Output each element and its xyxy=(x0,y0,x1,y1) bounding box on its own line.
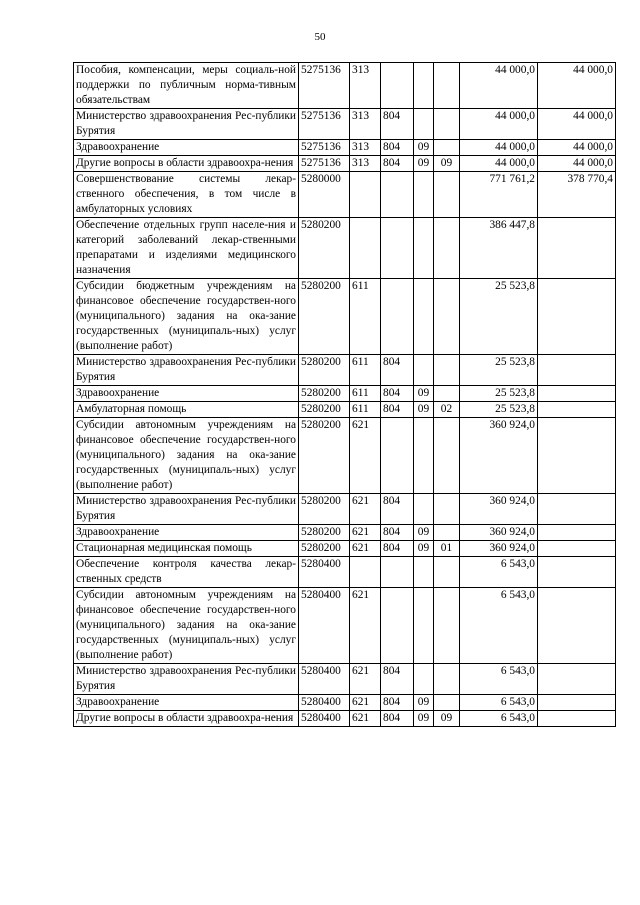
ministry-code-cell: 804 xyxy=(381,525,414,541)
amount-first-year-cell: 771 761,2 xyxy=(460,172,538,218)
amount-second-year-cell: 44 000,0 xyxy=(538,109,616,140)
amount-first-year-cell: 6 543,0 xyxy=(460,588,538,664)
amount-first-year-cell: 360 924,0 xyxy=(460,494,538,525)
section-code-cell xyxy=(414,418,434,494)
target-article-code-cell: 5280200 xyxy=(299,355,350,386)
ministry-code-cell: 804 xyxy=(381,156,414,172)
expense-type-cell: 621 xyxy=(350,494,381,525)
ministry-code-cell: 804 xyxy=(381,402,414,418)
amount-second-year-cell xyxy=(538,355,616,386)
amount-second-year-cell xyxy=(538,557,616,588)
amount-first-year-cell: 25 523,8 xyxy=(460,402,538,418)
table-row xyxy=(74,541,616,557)
subsection-code-cell xyxy=(434,494,460,525)
amount-second-year-cell xyxy=(538,279,616,355)
budget-table xyxy=(73,62,616,727)
section-code-cell: 09 xyxy=(414,156,434,172)
section-code-cell: 09 xyxy=(414,525,434,541)
expense-type-cell: 611 xyxy=(350,279,381,355)
target-article-code-cell: 5275136 xyxy=(299,109,350,140)
row-name-cell: Обеспечение отдельных групп населе-ния и категорий заболеваний лекар-ственными препаратами и изделиями медицинского назначения xyxy=(74,218,299,279)
expense-type-cell: 621 xyxy=(350,418,381,494)
row-name-cell: Здравоохранение xyxy=(74,525,299,541)
expense-type-cell xyxy=(350,172,381,218)
row-name-cell: Министерство здравоохранения Рес-публики Бурятия xyxy=(74,109,299,140)
section-code-cell: 09 xyxy=(414,695,434,711)
expense-type-cell: 611 xyxy=(350,386,381,402)
amount-second-year-cell: 44 000,0 xyxy=(538,63,616,109)
table-row xyxy=(74,711,616,727)
expense-type-cell: 621 xyxy=(350,711,381,727)
table-row xyxy=(74,402,616,418)
amount-first-year-cell: 44 000,0 xyxy=(460,140,538,156)
ministry-code-cell xyxy=(381,279,414,355)
ministry-code-cell: 804 xyxy=(381,140,414,156)
table-body xyxy=(74,63,616,727)
amount-second-year-cell: 378 770,4 xyxy=(538,172,616,218)
subsection-code-cell xyxy=(434,109,460,140)
section-code-cell xyxy=(414,664,434,695)
target-article-code-cell: 5280200 xyxy=(299,279,350,355)
subsection-code-cell xyxy=(434,279,460,355)
target-article-code-cell: 5280200 xyxy=(299,541,350,557)
ministry-code-cell: 804 xyxy=(381,664,414,695)
row-name-cell: Другие вопросы в области здравоохра-нения xyxy=(74,711,299,727)
subsection-code-cell xyxy=(434,418,460,494)
row-name-cell: Пособия, компенсации, меры социаль-ной поддержки по публичным норма-тивным обязательствам xyxy=(74,63,299,109)
section-code-cell xyxy=(414,588,434,664)
target-article-code-cell: 5275136 xyxy=(299,63,350,109)
table-row xyxy=(74,525,616,541)
ministry-code-cell: 804 xyxy=(381,711,414,727)
table-row xyxy=(74,557,616,588)
section-code-cell xyxy=(414,109,434,140)
amount-first-year-cell: 386 447,8 xyxy=(460,218,538,279)
subsection-code-cell xyxy=(434,695,460,711)
amount-first-year-cell: 6 543,0 xyxy=(460,711,538,727)
row-name-cell: Совершенствование системы лекар-ственного обеспечения, в том числе в амбулаторных условиях xyxy=(74,172,299,218)
table-row xyxy=(74,63,616,109)
ministry-code-cell xyxy=(381,588,414,664)
section-code-cell: 09 xyxy=(414,140,434,156)
amount-first-year-cell: 360 924,0 xyxy=(460,418,538,494)
target-article-code-cell: 5280400 xyxy=(299,664,350,695)
section-code-cell: 09 xyxy=(414,386,434,402)
row-name-cell: Здравоохранение xyxy=(74,695,299,711)
target-article-code-cell: 5275136 xyxy=(299,156,350,172)
amount-first-year-cell: 6 543,0 xyxy=(460,695,538,711)
amount-first-year-cell: 6 543,0 xyxy=(460,557,538,588)
ministry-code-cell xyxy=(381,418,414,494)
subsection-code-cell xyxy=(434,525,460,541)
amount-first-year-cell: 360 924,0 xyxy=(460,541,538,557)
expense-type-cell: 611 xyxy=(350,402,381,418)
table-row xyxy=(74,386,616,402)
section-code-cell xyxy=(414,218,434,279)
table-row xyxy=(74,109,616,140)
row-name-cell: Здравоохранение xyxy=(74,140,299,156)
row-name-cell: Субсидии автономным учреждениям на финансовое обеспечение государствен-ного (муниципального) задания на ока-зание государственных (муниципаль-ных) услуг (выполнение работ) xyxy=(74,588,299,664)
subsection-code-cell xyxy=(434,557,460,588)
expense-type-cell: 611 xyxy=(350,355,381,386)
amount-second-year-cell xyxy=(538,218,616,279)
amount-first-year-cell: 44 000,0 xyxy=(460,156,538,172)
amount-second-year-cell xyxy=(538,541,616,557)
expense-type-cell: 313 xyxy=(350,63,381,109)
amount-second-year-cell xyxy=(538,494,616,525)
ministry-code-cell xyxy=(381,172,414,218)
section-code-cell xyxy=(414,557,434,588)
table-row xyxy=(74,695,616,711)
target-article-code-cell: 5280200 xyxy=(299,418,350,494)
table-row xyxy=(74,588,616,664)
table-row xyxy=(74,218,616,279)
target-article-code-cell: 5275136 xyxy=(299,140,350,156)
row-name-cell: Здравоохранение xyxy=(74,386,299,402)
section-code-cell: 09 xyxy=(414,541,434,557)
expense-type-cell: 313 xyxy=(350,156,381,172)
table-row xyxy=(74,494,616,525)
row-name-cell: Субсидии бюджетным учреждениям на финансовое обеспечение государствен-ного (муниципального) задания на ока-зание государственных (муниципаль-ных) услуг (выполнение работ) xyxy=(74,279,299,355)
row-name-cell: Амбулаторная помощь xyxy=(74,402,299,418)
subsection-code-cell xyxy=(434,218,460,279)
target-article-code-cell: 5280200 xyxy=(299,494,350,525)
expense-type-cell xyxy=(350,218,381,279)
ministry-code-cell: 804 xyxy=(381,355,414,386)
table-row xyxy=(74,279,616,355)
table-row xyxy=(74,172,616,218)
subsection-code-cell xyxy=(434,355,460,386)
amount-first-year-cell: 44 000,0 xyxy=(460,63,538,109)
amount-second-year-cell xyxy=(538,402,616,418)
amount-second-year-cell xyxy=(538,664,616,695)
table-row xyxy=(74,664,616,695)
expense-type-cell: 621 xyxy=(350,541,381,557)
expense-type-cell: 621 xyxy=(350,664,381,695)
target-article-code-cell: 5280400 xyxy=(299,695,350,711)
expense-type-cell: 621 xyxy=(350,695,381,711)
target-article-code-cell: 5280200 xyxy=(299,402,350,418)
table-row xyxy=(74,418,616,494)
ministry-code-cell xyxy=(381,557,414,588)
table-row xyxy=(74,140,616,156)
section-code-cell: 09 xyxy=(414,402,434,418)
amount-second-year-cell xyxy=(538,418,616,494)
ministry-code-cell xyxy=(381,218,414,279)
amount-second-year-cell xyxy=(538,525,616,541)
table-row xyxy=(74,156,616,172)
section-code-cell xyxy=(414,494,434,525)
section-code-cell xyxy=(414,63,434,109)
ministry-code-cell: 804 xyxy=(381,695,414,711)
amount-second-year-cell xyxy=(538,386,616,402)
row-name-cell: Министерство здравоохранения Рес-публики Бурятия xyxy=(74,664,299,695)
amount-second-year-cell xyxy=(538,695,616,711)
amount-first-year-cell: 44 000,0 xyxy=(460,109,538,140)
subsection-code-cell: 01 xyxy=(434,541,460,557)
subsection-code-cell: 09 xyxy=(434,711,460,727)
expense-type-cell xyxy=(350,557,381,588)
target-article-code-cell: 5280400 xyxy=(299,711,350,727)
row-name-cell: Министерство здравоохранения Рес-публики Бурятия xyxy=(74,355,299,386)
expense-type-cell: 313 xyxy=(350,109,381,140)
section-code-cell xyxy=(414,172,434,218)
section-code-cell: 09 xyxy=(414,711,434,727)
row-name-cell: Обеспечение контроля качества лекар-ственных средств xyxy=(74,557,299,588)
subsection-code-cell xyxy=(434,63,460,109)
amount-second-year-cell: 44 000,0 xyxy=(538,140,616,156)
subsection-code-cell xyxy=(434,588,460,664)
row-name-cell: Министерство здравоохранения Рес-публики Бурятия xyxy=(74,494,299,525)
target-article-code-cell: 5280200 xyxy=(299,386,350,402)
row-name-cell: Субсидии автономным учреждениям на финансовое обеспечение государствен-ного (муниципального) задания на ока-зание государственных (муниципаль-ных) услуг (выполнение работ) xyxy=(74,418,299,494)
subsection-code-cell xyxy=(434,386,460,402)
amount-second-year-cell xyxy=(538,711,616,727)
amount-first-year-cell: 360 924,0 xyxy=(460,525,538,541)
amount-second-year-cell xyxy=(538,588,616,664)
amount-first-year-cell: 25 523,8 xyxy=(460,279,538,355)
target-article-code-cell: 5280200 xyxy=(299,218,350,279)
table-row xyxy=(74,355,616,386)
ministry-code-cell: 804 xyxy=(381,386,414,402)
expense-type-cell: 313 xyxy=(350,140,381,156)
amount-first-year-cell: 6 543,0 xyxy=(460,664,538,695)
ministry-code-cell xyxy=(381,63,414,109)
subsection-code-cell xyxy=(434,140,460,156)
subsection-code-cell xyxy=(434,172,460,218)
row-name-cell: Стационарная медицинская помощь xyxy=(74,541,299,557)
target-article-code-cell: 5280400 xyxy=(299,588,350,664)
amount-first-year-cell: 25 523,8 xyxy=(460,386,538,402)
page-number: 50 xyxy=(314,31,326,43)
target-article-code-cell: 5280200 xyxy=(299,525,350,541)
subsection-code-cell: 09 xyxy=(434,156,460,172)
ministry-code-cell: 804 xyxy=(381,494,414,525)
target-article-code-cell: 5280000 xyxy=(299,172,350,218)
expense-type-cell: 621 xyxy=(350,588,381,664)
ministry-code-cell: 804 xyxy=(381,541,414,557)
amount-second-year-cell: 44 000,0 xyxy=(538,156,616,172)
subsection-code-cell xyxy=(434,664,460,695)
ministry-code-cell: 804 xyxy=(381,109,414,140)
section-code-cell xyxy=(414,279,434,355)
row-name-cell: Другие вопросы в области здравоохра-нения xyxy=(74,156,299,172)
target-article-code-cell: 5280400 xyxy=(299,557,350,588)
expense-type-cell: 621 xyxy=(350,525,381,541)
section-code-cell xyxy=(414,355,434,386)
subsection-code-cell: 02 xyxy=(434,402,460,418)
amount-first-year-cell: 25 523,8 xyxy=(460,355,538,386)
